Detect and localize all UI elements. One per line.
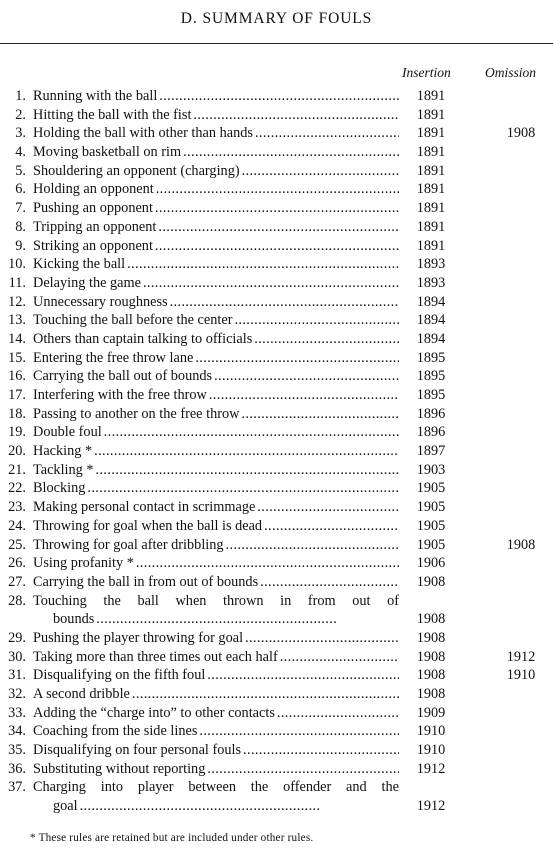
foul-description: Striking an opponent . . . — [33, 237, 399, 256]
foul-description: Others than captain talking to officials . . . — [33, 330, 399, 349]
foul-number: 19. — [8, 424, 26, 441]
insertion-year: 1905 — [416, 499, 446, 516]
foul-number: 17. — [8, 387, 26, 403]
foul-number: 35. — [8, 742, 26, 759]
insertion-year: 1912 — [416, 798, 446, 815]
insertion-year: 1894 — [416, 293, 446, 310]
foul-description: Passing to another on the free throw . . . — [33, 405, 399, 424]
foul-description-line1: Touching the ball when thrown in from out of — [33, 592, 399, 609]
foul-description: Disqualifying on the fifth foul . . . — [33, 666, 399, 685]
page-title: D. SUMMARY OF FOULS — [180, 10, 373, 27]
foul-row — [0, 554, 553, 573]
foul-description: Pushing an opponent . . . — [33, 199, 399, 218]
insertion-year: 1895 — [416, 368, 446, 385]
foul-description — [33, 778, 399, 815]
insertion-year: 1891 — [416, 106, 446, 123]
insertion-year: 1891 — [416, 181, 446, 198]
foul-description: Throwing for goal after dribbling . . . — [33, 536, 399, 555]
insertion-year: 1895 — [416, 349, 446, 366]
insertion-year: 1891 — [416, 144, 446, 161]
foul-number: 30. — [8, 648, 26, 665]
foul-row — [0, 330, 553, 349]
foul-number: 36. — [8, 760, 26, 777]
fouls-list — [0, 87, 553, 816]
foul-description: Double foul . . . — [33, 423, 399, 442]
insertion-year: 1891 — [416, 88, 446, 104]
foul-description: Using profanity * . . . — [33, 554, 399, 573]
omission-year: 1908 — [506, 536, 536, 553]
foul-row — [0, 386, 553, 405]
omission-year: 1908 — [506, 125, 536, 142]
foul-row — [0, 760, 553, 779]
foul-number: 2. — [15, 106, 26, 123]
insertion-year: 1908 — [416, 648, 446, 665]
foul-row — [0, 722, 553, 741]
foul-number: 1. — [15, 88, 26, 104]
foul-description: Taking more than three times out each half . . . — [33, 648, 399, 667]
foul-number: 4. — [15, 144, 26, 161]
foul-description: Hacking * . . . — [33, 442, 399, 461]
foul-number: 24. — [8, 517, 26, 534]
foul-number: 26. — [8, 555, 26, 572]
insertion-year: 1897 — [416, 443, 446, 460]
foul-number: 11. — [8, 274, 26, 291]
foul-row — [0, 704, 553, 723]
foul-row — [0, 423, 553, 442]
insertion-year: 1908 — [416, 686, 446, 703]
foul-row — [0, 349, 553, 368]
foul-row — [0, 685, 553, 704]
foul-description: Tripping an opponent . . . — [33, 218, 399, 237]
insertion-year: 1891 — [416, 218, 446, 235]
header-rule — [0, 43, 553, 44]
foul-description: Interfering with the free throw . . . — [33, 386, 399, 405]
foul-row — [0, 666, 553, 685]
foul-row — [0, 106, 553, 125]
insertion-year: 1895 — [416, 387, 446, 403]
foul-number: 29. — [8, 629, 26, 646]
insertion-year: 1896 — [416, 424, 446, 441]
foul-number: 22. — [8, 480, 26, 497]
foul-number: 10. — [8, 256, 26, 273]
omission-year: 1912 — [506, 648, 536, 665]
insertion-year: 1910 — [416, 742, 446, 759]
foul-number: 34. — [8, 723, 26, 740]
omission-column-header: Omission — [485, 65, 537, 80]
foul-description-line2: goal . . . — [33, 797, 399, 816]
insertion-year: 1893 — [416, 256, 446, 273]
foul-number: 28. — [8, 592, 26, 609]
foul-row — [0, 162, 553, 181]
insertion-year: 1905 — [416, 536, 446, 553]
insertion-year: 1896 — [416, 405, 446, 422]
footnote: * These rules are retained but are included under other rules. — [30, 832, 314, 844]
foul-description: Substituting without reporting . . . — [33, 760, 399, 779]
foul-description: Entering the free throw lane . . . — [33, 349, 399, 368]
foul-description: Kicking the ball . . . — [33, 255, 399, 274]
foul-description-line1: Charging into player between the offender and the — [33, 779, 399, 796]
foul-number: 25. — [8, 536, 26, 553]
foul-description — [33, 592, 399, 629]
insertion-year: 1908 — [416, 611, 446, 628]
foul-number: 13. — [8, 312, 26, 329]
foul-row — [0, 479, 553, 498]
insertion-year: 1891 — [416, 125, 446, 142]
foul-number: 3. — [15, 125, 26, 142]
insertion-year: 1905 — [416, 517, 446, 534]
foul-description: Holding an opponent . . . — [33, 180, 399, 199]
foul-row — [0, 293, 553, 312]
insertion-year: 1891 — [416, 162, 446, 179]
foul-row — [0, 87, 553, 106]
foul-row — [0, 274, 553, 293]
foul-description: Tackling * . . . — [33, 461, 399, 480]
foul-row — [0, 442, 553, 461]
foul-number: 33. — [8, 704, 26, 721]
foul-row — [0, 629, 553, 648]
foul-row — [0, 237, 553, 256]
foul-description: Carrying the ball out of bounds . . . — [33, 367, 399, 386]
foul-row — [0, 199, 553, 218]
foul-row — [0, 180, 553, 199]
insertion-year: 1906 — [416, 555, 446, 572]
foul-description: Delaying the game . . . — [33, 274, 399, 293]
foul-number: 7. — [15, 200, 26, 217]
foul-row — [0, 741, 553, 760]
foul-row — [0, 573, 553, 592]
foul-description: Running with the ball . . . — [33, 87, 399, 106]
insertion-year: 1891 — [416, 200, 446, 217]
foul-description: Pushing the player throwing for goal . . . — [33, 629, 399, 648]
insertion-year: 1903 — [416, 461, 446, 478]
foul-description: Touching the ball before the center . . . — [33, 311, 399, 330]
foul-number: 31. — [8, 667, 26, 684]
foul-description: Holding the ball with other than hands . . . — [33, 124, 399, 143]
foul-description: Coaching from the side lines . . . — [33, 722, 399, 741]
foul-number: 14. — [8, 330, 26, 347]
foul-row — [0, 124, 553, 143]
foul-row — [0, 367, 553, 386]
foul-description: Shouldering an opponent (charging) . . . — [33, 162, 399, 181]
insertion-year: 1908 — [416, 667, 446, 684]
foul-number: 18. — [8, 405, 26, 422]
foul-row — [0, 405, 553, 424]
foul-number: 21. — [8, 461, 26, 478]
foul-row — [0, 648, 553, 667]
insertion-year: 1891 — [416, 237, 446, 254]
omission-year: 1910 — [506, 667, 536, 684]
insertion-year: 1908 — [416, 573, 446, 590]
foul-description-line2: bounds . . . — [33, 610, 399, 629]
foul-number: 15. — [8, 349, 26, 366]
foul-description: Unnecessary roughness . . . — [33, 293, 399, 312]
foul-description: Blocking . . . — [33, 479, 399, 498]
foul-row — [0, 498, 553, 517]
foul-number: 32. — [8, 686, 26, 703]
insertion-year: 1893 — [416, 274, 446, 291]
foul-row — [0, 311, 553, 330]
foul-number: 37. — [8, 779, 26, 796]
foul-description: Hitting the ball with the fist . . . — [33, 106, 399, 125]
foul-description: Moving basketball on rim . . . — [33, 143, 399, 162]
foul-row — [0, 218, 553, 237]
foul-row — [0, 517, 553, 536]
insertion-year: 1908 — [416, 629, 446, 646]
foul-description: A second dribble . . . — [33, 685, 399, 704]
foul-number: 8. — [15, 218, 26, 235]
foul-description: Carrying the ball in from out of bounds . . . — [33, 573, 399, 592]
insertion-year: 1894 — [416, 312, 446, 329]
foul-row — [0, 461, 553, 480]
foul-row — [0, 536, 553, 555]
insertion-year: 1905 — [416, 480, 446, 497]
foul-description: Throwing for goal when the ball is dead . . . — [33, 517, 399, 536]
insertion-year: 1894 — [416, 330, 446, 347]
foul-number: 12. — [8, 293, 26, 310]
foul-number: 5. — [15, 162, 26, 179]
foul-description: Disqualifying on four personal fouls . . . — [33, 741, 399, 760]
insertion-year: 1912 — [416, 760, 446, 777]
foul-row — [0, 143, 553, 162]
foul-number: 20. — [8, 443, 26, 460]
foul-row — [0, 778, 553, 815]
foul-description: Adding the “charge into” to other contacts . . . — [33, 704, 399, 723]
foul-number: 16. — [8, 368, 26, 385]
foul-description: Making personal contact in scrimmage . . . — [33, 498, 399, 517]
insertion-year: 1910 — [416, 723, 446, 740]
foul-number: 27. — [8, 573, 26, 590]
foul-row — [0, 255, 553, 274]
insertion-year: 1909 — [416, 704, 446, 721]
insertion-column-header: Insertion — [402, 65, 451, 80]
foul-number: 23. — [8, 499, 26, 516]
foul-number: 9. — [15, 237, 26, 254]
foul-number: 6. — [15, 181, 26, 198]
foul-row — [0, 592, 553, 629]
